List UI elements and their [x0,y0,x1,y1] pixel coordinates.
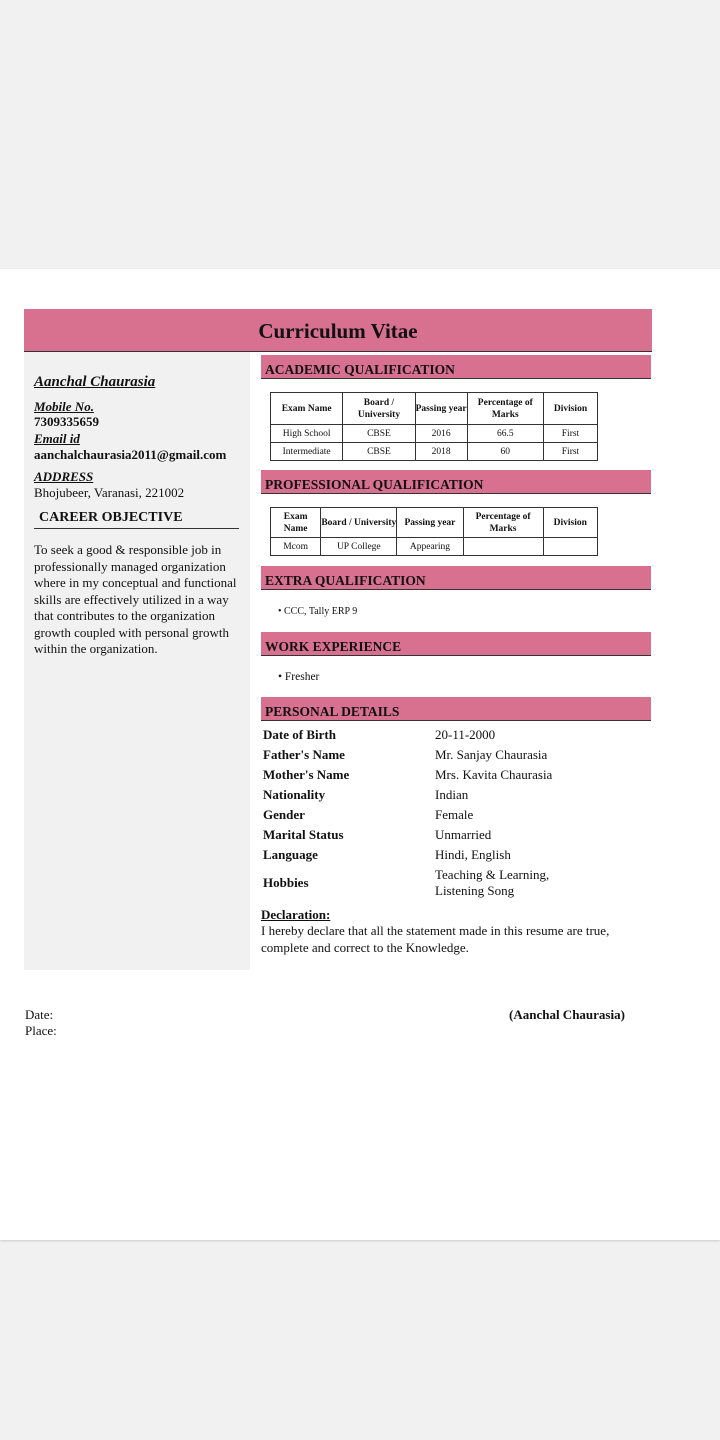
table-row [271,538,598,556]
table-cell: CBSE [343,443,415,461]
professional-heading: PROFESSIONAL QUALIFICATION [261,470,651,494]
extra-item: • CCC, Tally ERP 9 [278,606,358,617]
nationality-value: Indian [435,787,469,802]
language-label: Language [263,847,318,862]
table-cell: CBSE [343,425,415,443]
table-header: Division [543,508,597,538]
table-cell: Appearing [397,538,463,556]
gender-value: Female [435,807,474,822]
table-cell: 2016 [415,425,467,443]
language-value: Hindi, English [435,847,511,862]
marital-status-label: Marital Status [263,827,344,842]
email-address: aanchalchaurasia2011@gmail.com [34,447,227,462]
nationality-label: Nationality [263,787,326,802]
page-title: Curriculum Vitae [24,309,652,351]
table-header: Division [543,393,597,425]
mobile-number: 7309335659 [34,414,99,429]
table-cell: 60 [467,443,543,461]
table-cell: UP College [321,538,397,556]
dob-value: 20-11-2000 [435,727,496,742]
table-row [271,425,598,443]
address-text: Bhojubeer, Varanasi, 221002 [34,485,185,500]
place-label: Place: [25,1023,57,1038]
mother-name-label: Mother's Name [263,767,350,782]
table-header: Exam Name [271,508,321,538]
father-name-value: Mr. Sanjay Chaurasia [435,747,548,762]
table-cell: First [543,443,597,461]
hobbies-value: Teaching & Learning, Listening Song [435,867,550,898]
table-header: Board / University [343,393,415,425]
date-label: Date: [25,1007,54,1022]
table-header-row [271,508,598,538]
marital-status-value: Unmarried [435,827,492,842]
work-heading: WORK EXPERIENCE [261,632,651,656]
declaration-text: I hereby declare that all the statement made in this resume are true, complete and correct to the Knowledge. [261,923,610,955]
hobbies-label: Hobbies [263,875,309,890]
dob-label: Date of Birth [263,727,336,742]
address-label: ADDRESS [34,469,94,484]
personal-heading: PERSONAL DETAILS [261,697,651,721]
table-cell: Intermediate [271,443,343,461]
table-cell: Mcom [271,538,321,556]
table-header: Passing year [415,393,467,425]
table-cell: First [543,425,597,443]
academic-heading: ACADEMIC QUALIFICATION [261,355,651,379]
mother-name-value: Mrs. Kavita Chaurasia [435,767,553,782]
declaration-heading: Declaration: [261,907,331,922]
table-cell: 2018 [415,443,467,461]
table-cell [463,538,543,556]
table-header: Passing year [397,508,463,538]
father-name-label: Father's Name [263,747,345,762]
gender-label: Gender [263,807,305,822]
table-header: Board / University [321,508,397,538]
table-row [271,443,598,461]
signature-name: (Aanchal Chaurasia) [509,1007,625,1022]
email-label: Email id [34,431,80,446]
resume-page [0,269,720,1240]
mobile-label: Mobile No. [34,399,94,414]
table-cell: 66.5 [467,425,543,443]
work-item: • Fresher [278,671,320,683]
table-cell [543,538,597,556]
table-cell: High School [271,425,343,443]
candidate-name: Aanchal Chaurasia [34,374,156,390]
extra-heading: EXTRA QUALIFICATION [261,566,651,590]
academic-table [270,392,598,461]
table-header: Percentage of Marks [467,393,543,425]
career-objective-heading: CAREER OBJECTIVE [34,510,239,529]
professional-table [270,507,598,556]
career-objective-text: To seek a good & responsible job in professionally managed organization where in my conceptual and functional skills are effectively utilized in a way that contributes to the organization growth coupled with personal growth within the organization. [34,542,237,656]
table-header: Exam Name [271,393,343,425]
table-header-row [271,393,598,425]
table-header: Percentage of Marks [463,508,543,538]
